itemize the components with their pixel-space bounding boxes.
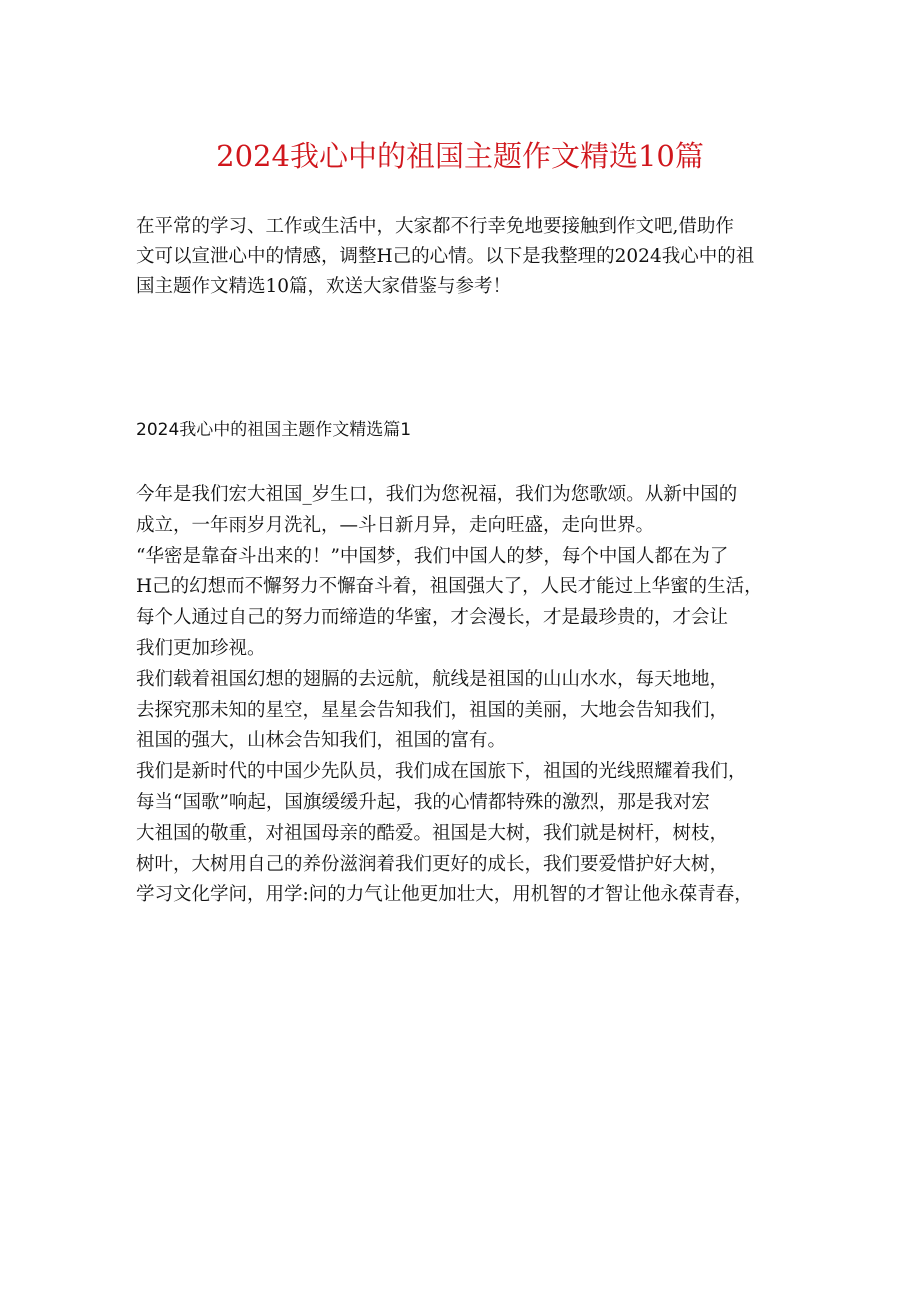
essay-line: H己的幻想而不懈努力不懈奋斗着，祖国强大了，人民才能过上华蜜的生活， — [136, 576, 763, 598]
essay-line: 学习文化学问，用学:问的力气让他更加壮大，用机智的才智让他永葆青春， — [136, 884, 753, 906]
essay-line: 我们更加珍视。 — [136, 637, 266, 659]
essay-body — [136, 480, 816, 911]
section-heading: 2024我心中的祖国主题作文精选篇1 — [136, 420, 412, 440]
essay-line: 成立，一年雨岁月洗礼，—斗日新月异，走向旺盛，走向世界。 — [136, 514, 655, 536]
essay-paragraph — [136, 757, 816, 911]
intro-line: 国主题作文精选10篇，欢送大家借鉴与参考！ — [136, 276, 512, 297]
document-title: 2024我心中的祖国主题作文精选10篇 — [216, 139, 704, 173]
intro-paragraph — [136, 212, 796, 302]
essay-line: 大祖国的敬重，对祖国母亲的酷爱。祖国是大树，我们就是树杆，树枝， — [136, 822, 729, 844]
essay-line: 每当“国歌”响起，国旗缓缓升起，我的心情都特殊的激烈，那是我对宏 — [136, 791, 710, 813]
essay-line: “华密是靠奋斗出来的！”中国梦，我们中国人的梦，每个中国人都在为了 — [136, 545, 729, 567]
essay-paragraph — [136, 665, 816, 757]
intro-line: 文可以宣泄心中的情感，调整H己的心情。以下是我整理的2024我心中的祖 — [136, 246, 755, 267]
essay-line: 祖国的强大，山林会告知我们，祖国的富有。 — [136, 730, 507, 752]
essay-line: 今年是我们宏大祖国_岁生口，我们为您祝福，我们为您歌颂。从新中国的 — [136, 484, 738, 505]
essay-line: 树叶，大树用自己的养份滋润着我们更好的成长，我们要爱惜护好大树， — [136, 853, 729, 875]
essay-line: 每个人通过自己的努力而缔造的华蜜，才会漫长，才是最珍贵的，才会让 — [136, 607, 729, 629]
essay-line: 我们载着祖国幻想的翅膈的去远航，航线是祖国的山山水水，每天地地， — [136, 668, 729, 690]
essay-line: 去探究那未知的星空，星星会告知我们，祖国的美丽，大地会告知我们， — [136, 699, 729, 721]
essay-paragraph — [136, 542, 816, 665]
intro-line: 在平常的学习、工作或生活中，大家都不行幸免地要接触到作文吧,借助作 — [136, 216, 734, 237]
essay-line: 我们是新时代的中国少先队员，我们成在国旅下，祖国的光线照耀着我们， — [136, 761, 747, 783]
essay-paragraph — [136, 480, 816, 542]
